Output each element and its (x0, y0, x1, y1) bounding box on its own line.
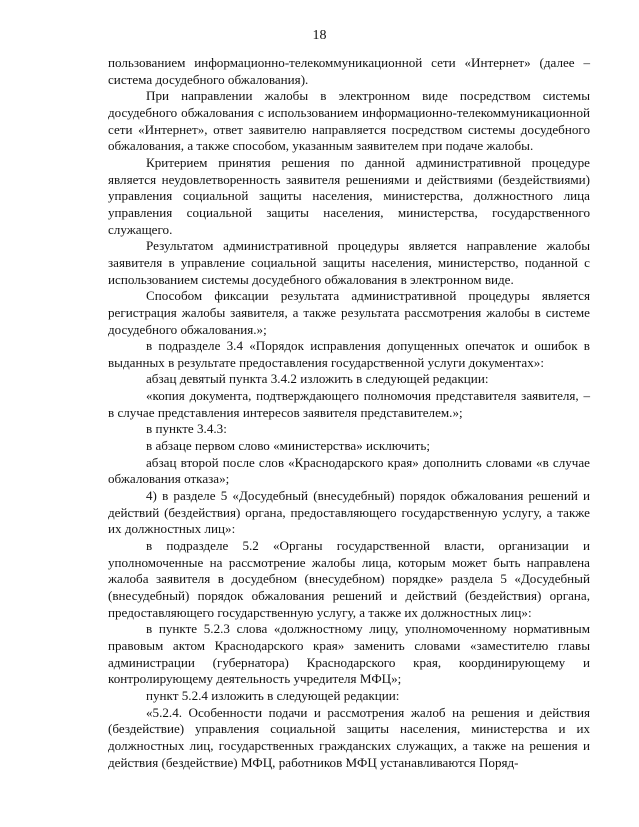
page-number: 18 (312, 28, 327, 43)
body-text (108, 55, 590, 771)
paragraph: 4) в разделе 5 «Досудебный (внесудебный) порядок обжалования решений и действий (бездействия) органа, предоставляющего государственную услугу, а также их должностных лиц»: (108, 488, 590, 537)
paragraph: в абзаце первом слово «министерства» исключить; (146, 438, 430, 454)
paragraph: «5.2.4. Особенности подачи и рассмотрения жалоб на решения и действия (бездействие) управления социальной защиты населения, министерства и их должностных лиц, государственных гражданских служащих, а также на решения и действия (бездействие) МФЦ, работников МФЦ устанавливаются Поряд- (108, 704, 590, 770)
paragraph: пользованием информационно-телекоммуникационной сети «Интернет» (далее – система досудебного обжалования). (108, 55, 590, 87)
paragraph: Результатом административной процедуры является направление жалобы заявителя в управление социальной защиты населения, министерство, поданной с использованием системы досудебного обжалования в электронном виде. (108, 238, 590, 287)
paragraph: в пункте 5.2.3 слова «должностному лицу, уполномоченному нормативным правовым актом Краснодарского края» заменить словами «заместителю главы администрации (губернатора) Краснодарского края, координирующему и контролирующему деятельность учредителя МФЦ»; (108, 621, 590, 687)
paragraph: Критерием принятия решения по данной административной процедуре является неудовлетворенность заявителя решениями и действиями (бездействиями) управления социальной защиты населения, министерства, должностного лица управления социальной защиты населения, министерства, государственного служащего. (108, 154, 590, 237)
paragraph: в пункте 3.4.3: (146, 421, 227, 437)
paragraph: абзац второй после слов «Краснодарского края» дополнить словами «в случае обжалования отказа»; (108, 454, 590, 487)
paragraph: пункт 5.2.4 изложить в следующей редакции: (146, 687, 400, 703)
paragraph: в подразделе 3.4 «Порядок исправления допущенных опечаток и ошибок в выданных в результате предоставления государственной услуги документах»: (108, 338, 590, 370)
paragraph: в подразделе 5.2 «Органы государственной власти, организации и уполномоченные на рассмотрение жалобы лица, которым может быть направлена жалоба заявителя в досудебном (внесудебном) порядке» раздела 5 «Досудебный (внесудебный) порядок обжалования решений и действий (бездействия) органа, предоставляющего государственную услугу, а также их должностных лиц»: (108, 538, 590, 620)
paragraph: При направлении жалобы в электронном виде посредством системы досудебного обжалования с использованием информационно-телекоммуникационной сети «Интернет», ответ заявителю направляется посредством системы досудебного обжалования, а также способом, указанным заявителем при подаче жалобы. (108, 88, 590, 154)
paragraph: Способом фиксации результата административной процедуры является регистрация жалобы заявителя, а также результата рассмотрения жалобы в системе досудебного обжалования.»; (108, 288, 590, 337)
paragraph: абзац девятый пункта 3.4.2 изложить в следующей редакции: (146, 371, 489, 387)
paragraph: «копия документа, подтверждающего полномочия представителя заявителя, – в случае представления интересов заявителя представителем.»; (108, 388, 590, 420)
